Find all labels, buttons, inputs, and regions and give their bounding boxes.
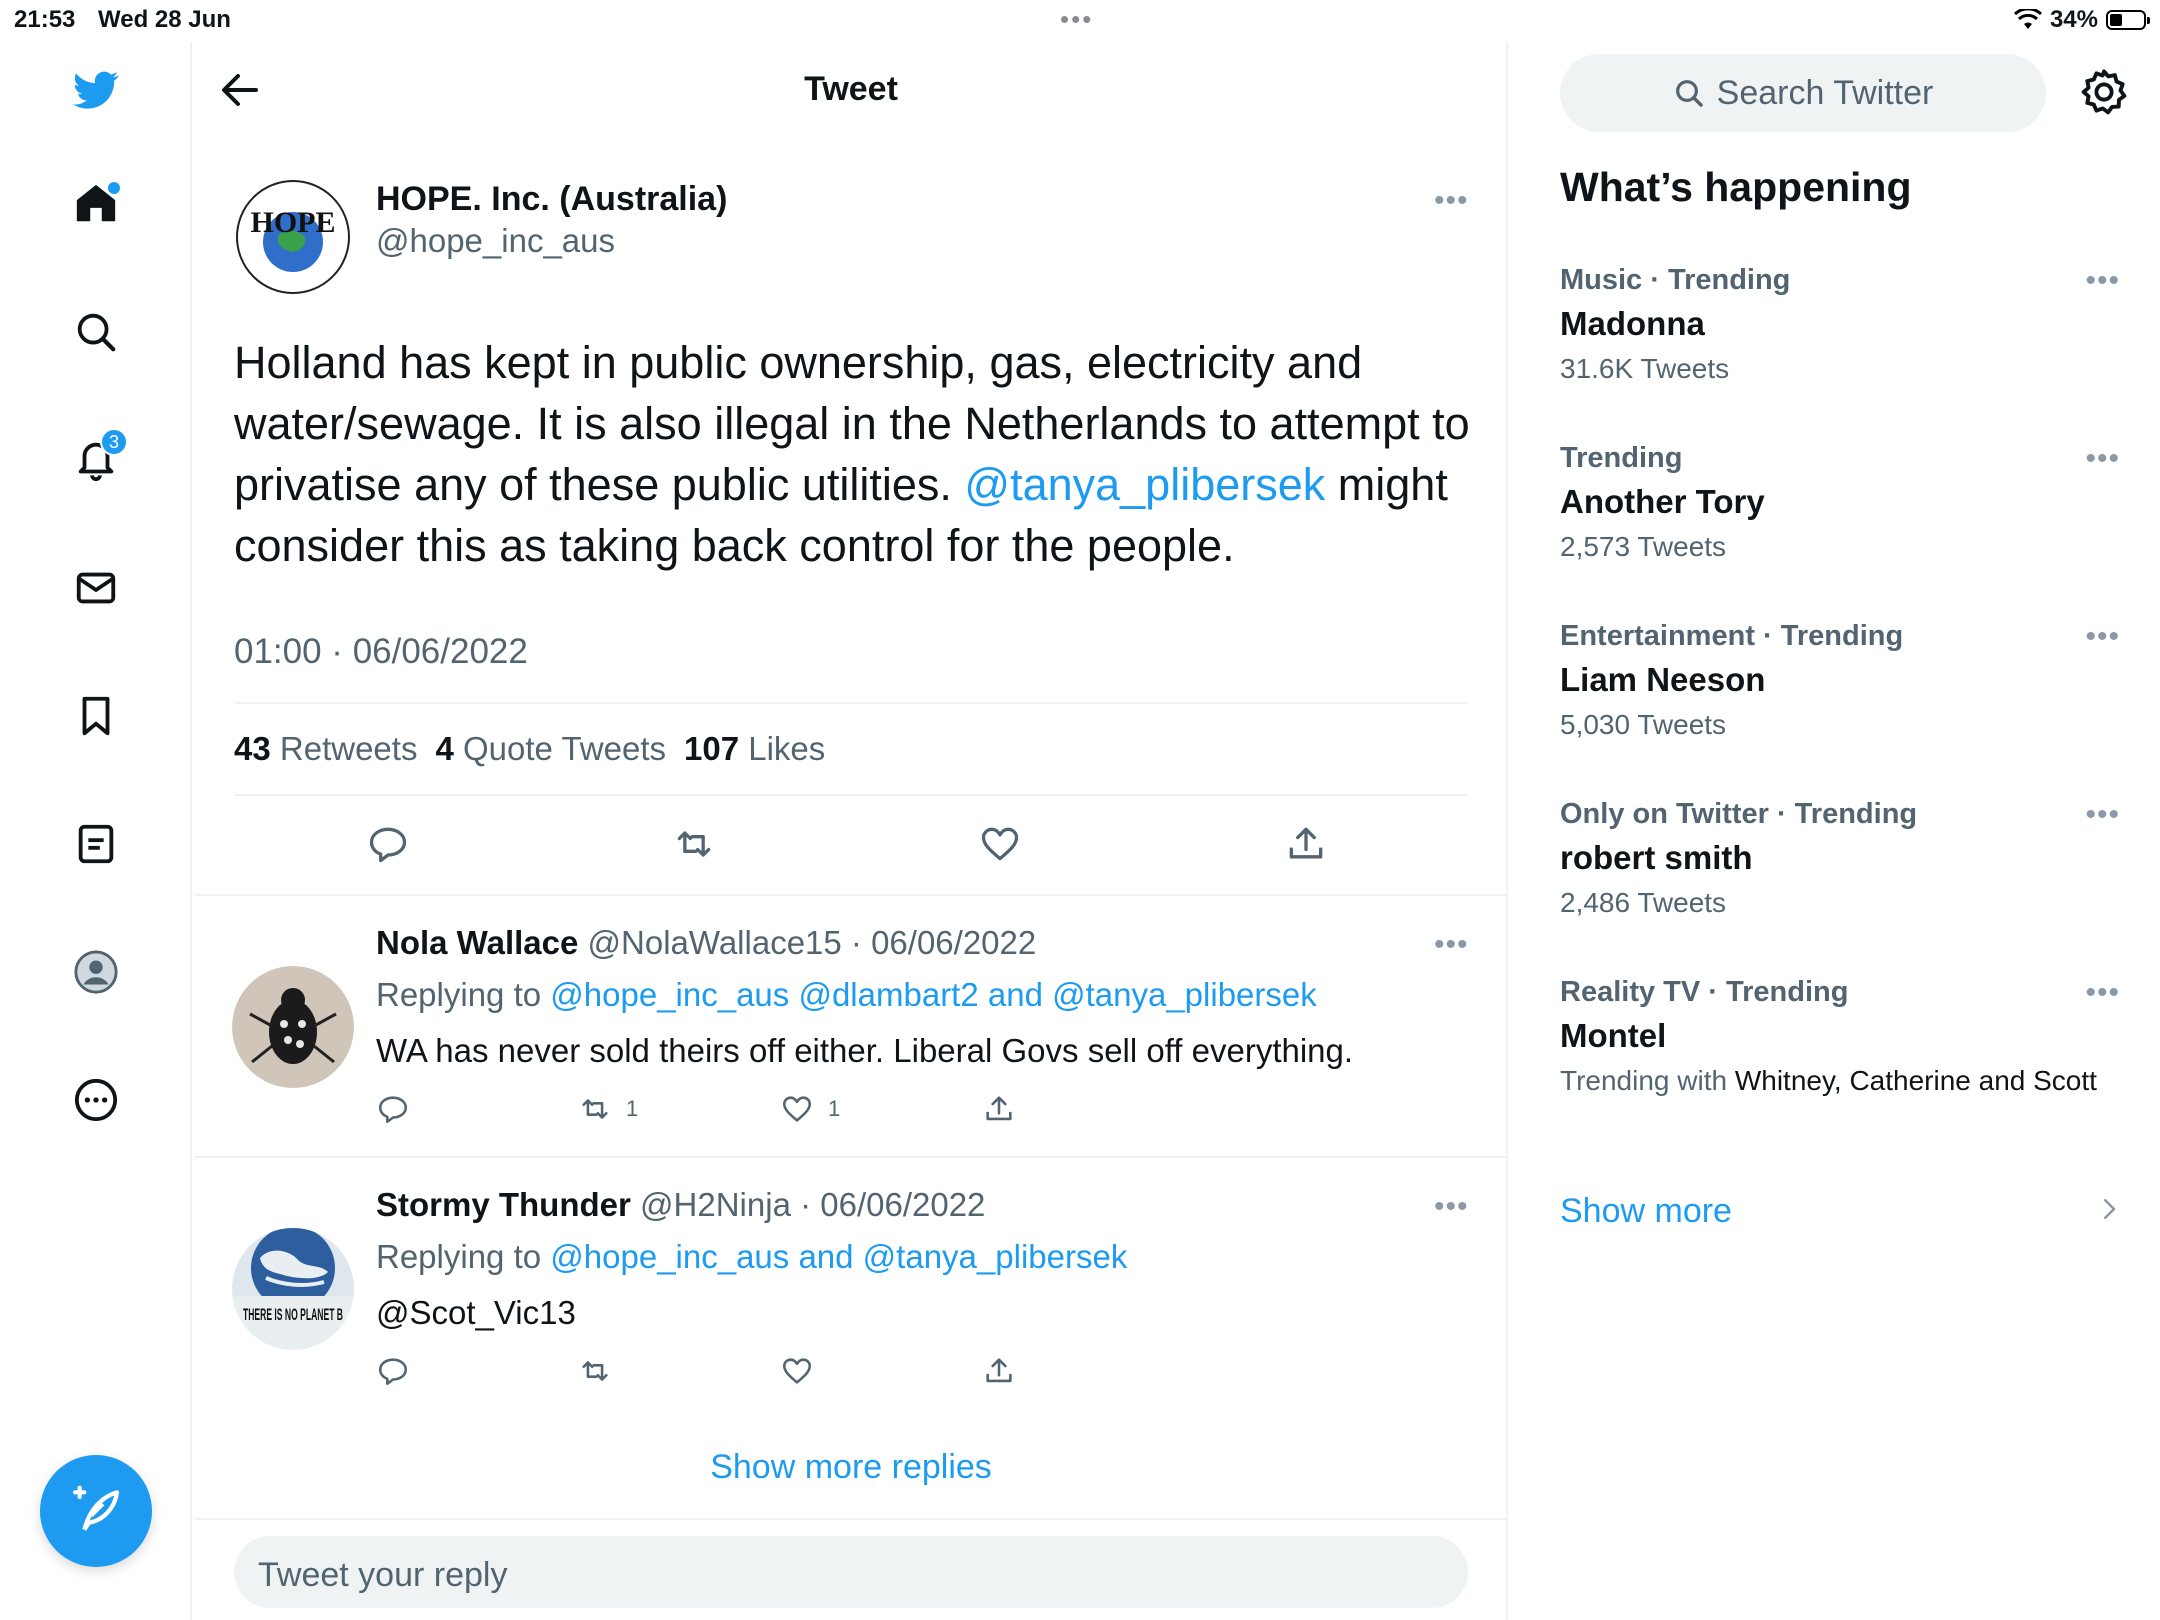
author-handle[interactable]: @hope_inc_aus [376,222,616,259]
reply-more-icon[interactable]: ••• [1434,1190,1469,1223]
reply-header [376,924,1036,962]
share-icon [982,1354,1016,1388]
trend-name: Montel [1560,1017,1667,1054]
hope-logo-image [232,176,354,298]
retweets-stat[interactable]: 43 Retweets [234,730,418,767]
status-right [2014,6,2146,34]
trend-more-icon[interactable]: ••• [2085,976,2120,1009]
battery-icon [2106,10,2146,30]
trend-with-names: Whitney, Catherine and Scott [1734,1065,2097,1096]
trend-category: Music · Trending [1560,264,1791,296]
profile-avatar-icon [73,949,119,995]
search-icon [1673,77,1705,109]
tweet-timestamp[interactable]: 01:00 · 06/06/2022 [234,632,528,671]
status-date: Wed 28 Jun [98,6,231,33]
reply-text: @Scot_Vic13 [376,1294,576,1331]
bookmarks-nav[interactable] [56,676,136,756]
likes-stat[interactable]: 107 Likes [684,730,826,767]
compose-tweet-button[interactable] [40,1455,152,1567]
reply-retweet-count: 1 [626,1096,639,1121]
replying-to-label: Replying to [376,1238,542,1275]
bird-icon [73,67,119,113]
trend-more-icon[interactable]: ••• [2085,264,2120,297]
more-circle-icon [73,1077,119,1123]
retweet-icon [578,1354,612,1388]
twitter-logo-icon[interactable] [56,50,136,130]
home-unread-dot [108,182,120,194]
replying-to-line [376,1238,1127,1276]
share-button[interactable] [1284,822,1328,871]
show-more-trends-link[interactable]: Show more [1560,1192,1732,1230]
reply-avatar[interactable] [232,966,354,1088]
divider [234,794,1468,796]
profile-nav[interactable] [56,932,136,1012]
reply-author-name[interactable]: Nola Wallace [376,924,579,961]
avatar-caption: THERE IS NO PLANET B [243,1305,343,1324]
trend-item[interactable] [1560,620,2120,743]
messages-nav[interactable] [56,548,136,628]
trend-name: Liam Neeson [1560,661,1766,698]
main-column [194,42,1508,1620]
battery-percent: 34% [2049,6,2098,33]
reply-retweet-button[interactable] [578,1092,638,1126]
tweet-text [234,332,1474,576]
trend-count: 31.6K Tweets [1560,353,1730,384]
retweet-icon [672,822,716,866]
replying-to-label: Replying to [376,976,542,1013]
reply-button[interactable] [366,822,410,871]
status-time: 21:53 [14,6,76,33]
like-button[interactable] [978,822,1022,871]
more-nav[interactable] [56,1060,136,1140]
trend-count: 5,030 Tweets [1560,709,1727,740]
reply-meta: @NolaWallace15 · 06/06/2022 [587,924,1037,961]
trend-item[interactable] [1560,976,2120,1099]
retweet-icon [578,1092,612,1126]
avatar-logo-text: HOPE [250,206,336,239]
divider [194,1518,1508,1520]
trend-name: Madonna [1560,305,1705,342]
trend-category: Entertainment · Trending [1560,620,1904,652]
beetle-photo-image [232,966,354,1088]
replying-to-line [376,976,1317,1014]
trend-item[interactable] [1560,442,2120,565]
reply-icon [376,1354,410,1388]
retweet-button[interactable] [672,822,716,871]
heart-icon [978,822,1022,866]
earth-planet-b-image [232,1228,354,1350]
list-icon [73,821,119,867]
chevron-right-icon[interactable] [2094,1194,2124,1224]
reply-item[interactable] [194,1158,1508,1418]
page-title: Tweet [804,70,898,108]
tweet-more-icon[interactable]: ••• [1434,184,1469,217]
trend-count: 2,573 Tweets [1560,531,1727,562]
status-bar [0,0,2160,42]
trend-name: Another Tory [1560,483,1765,520]
notifications-badge: 3 [100,428,128,456]
trend-more-icon[interactable]: ••• [2085,620,2120,653]
reply-like-count: 1 [828,1096,841,1121]
reply-like-button[interactable] [780,1354,814,1388]
lists-nav[interactable] [56,804,136,884]
trend-count: 2,486 Tweets [1560,887,1727,918]
reply-header [376,1186,985,1224]
divider [234,702,1468,704]
trend-category: Trending [1560,442,1683,474]
explore-nav[interactable] [56,292,136,372]
trend-more-icon[interactable]: ••• [2085,798,2120,831]
share-icon [1284,822,1328,866]
reply-icon [366,822,410,866]
trend-name: robert smith [1560,839,1753,876]
author-avatar[interactable] [232,176,354,298]
search-input[interactable] [1560,54,2046,132]
tweet-text-part2: might consider this as taking back control for the people. [234,459,1448,571]
compose-feather-icon [68,1483,124,1539]
home-nav[interactable] [56,164,136,244]
trend-item[interactable] [1560,264,2120,387]
reply-text: WA has never sold theirs off either. Liberal Govs sell off everything. [376,1032,1354,1069]
search-icon [73,309,119,355]
reply-share-button[interactable] [982,1092,1016,1126]
reply-avatar[interactable] [232,1228,354,1350]
reply-share-button[interactable] [982,1354,1016,1388]
replying-to-links[interactable]: @hope_inc_aus and @tanya_plibersek [550,1238,1128,1275]
right-sidebar [1510,42,2160,1620]
whats-happening-heading: What’s happening [1560,164,1912,210]
tweet-text-part1: Holland has kept in public ownership, gas, electricity and water/sewage. It is also illegal in the Netherlands to attempt to privatise any of these public utilities. [234,337,1470,510]
trend-more-icon[interactable]: ••• [2085,442,2120,475]
tweet-stats [234,730,825,768]
reply-icon [376,1092,410,1126]
reply-reply-button[interactable] [376,1354,410,1388]
replying-to-links[interactable]: @hope_inc_aus @dlambart2 and @tanya_plibersek [550,976,1317,1013]
quotes-stat[interactable]: 4 Quote Tweets [435,730,666,767]
trend-with-label: Trending with [1560,1065,1728,1096]
author-name[interactable]: HOPE. Inc. (Australia) [376,180,728,218]
wifi-icon [2014,9,2042,31]
mail-icon [73,565,119,611]
tweet-reply-input[interactable]: Tweet your reply [234,1536,1468,1608]
search-placeholder: Search Twitter [1716,73,1934,112]
trend-category: Only on Twitter · Trending [1560,798,1918,830]
settings-button[interactable] [2078,66,2130,118]
reply-reply-button[interactable] [376,1092,410,1126]
reply-like-button[interactable] [780,1092,840,1126]
reply-more-icon[interactable]: ••• [1434,928,1469,961]
bookmark-icon [73,693,119,739]
tweet-mention-link[interactable]: @tanya_plibersek [964,459,1326,510]
multitasking-dots-icon[interactable]: ••• [1060,4,1094,34]
heart-icon [780,1092,814,1126]
share-icon [982,1092,1016,1126]
heart-icon [780,1354,814,1388]
show-more-replies-link[interactable]: Show more replies [710,1448,992,1486]
gear-icon [2078,66,2130,118]
left-nav [0,42,192,1620]
trend-count [1560,1063,2120,1099]
trend-category: Reality TV · Trending [1560,976,1849,1008]
reply-meta: @H2Ninja · 06/06/2022 [640,1186,986,1223]
notifications-nav[interactable] [56,420,136,500]
reply-retweet-button[interactable] [578,1354,612,1388]
trend-item[interactable] [1560,798,2120,921]
reply-author-name[interactable]: Stormy Thunder [376,1186,631,1223]
